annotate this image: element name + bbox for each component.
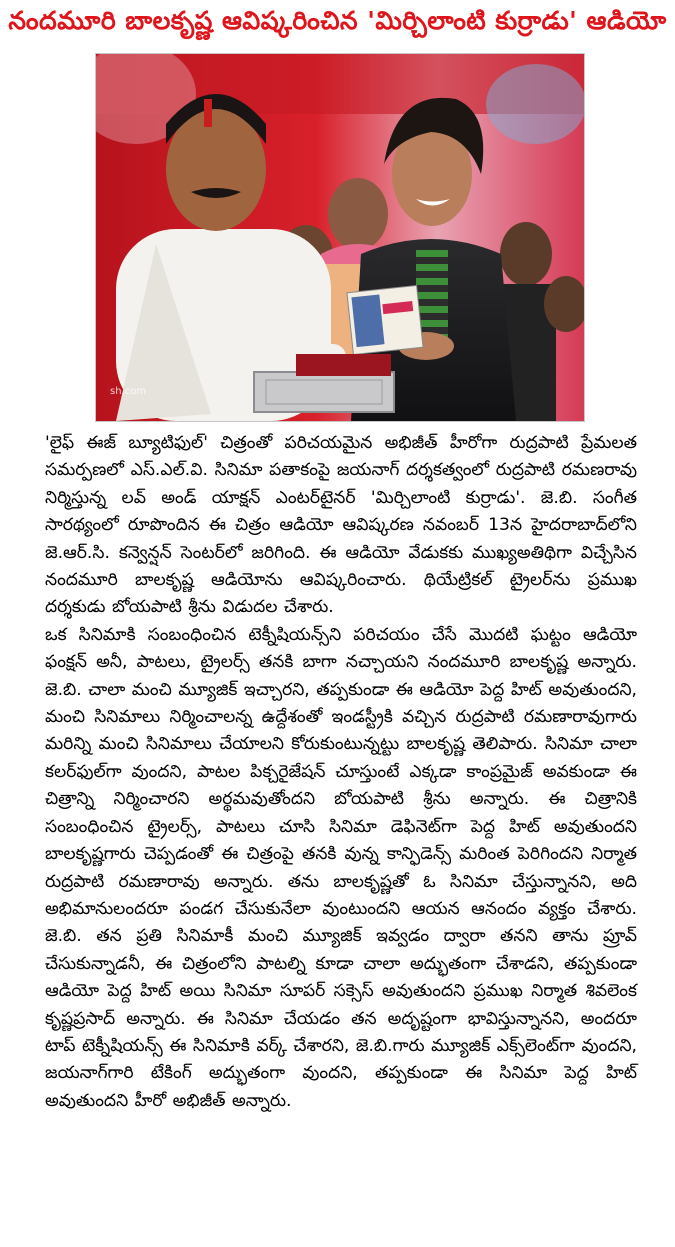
cd-cover (347, 286, 423, 355)
article-paragraph-1: 'లైఫ్ ఈజ్ బ్యూటిఫుల్' చిత్రంతో పరిచయమైన అభిజీత్ హీరోగా రుద్రపాటి ప్రేమలత సమర్పణలో ఎస్.ఎల్.వి. సినిమా పతాకంపై జయనాగ్ దర్శకత్వంలో రుద్రపాటి రమణరావు నిర్మిస్తున్న లవ్ అండ్ యాక్షన్ ఎంటర్‌టైనర్ 'మిర్చిలాంటి కుర్రాడు'. జె.బి. సంగీత సారథ్యంలో రూపొందిన ఈ చిత్రం ఆడియో ఆవిష్కరణ నవంబర్ 13న హైదరాబాద్‌లోని జె.ఆర్.సి. కన్వెన్షన్ సెంటర్‌లో జరిగింది. ఈ ఆడియో వేడుకకు ముఖ్యఅతిథిగా విచ్చేసిన నందమూరి బాలకృష్ణ ఆడియోను ఆవిష్కరించారు. థియేట్రికల్ ట్రైలర్‌ను ప్రముఖ దర్శకుడు బోయపాటి శ్రీను విడుదల చేశారు. (45, 433, 637, 618)
silver-box (254, 372, 394, 412)
watermark: sh.com (110, 386, 147, 397)
event-photo (95, 53, 585, 422)
article-body (45, 430, 637, 1115)
headline: నందమూరి బాలకృష్ణ ఆవిష్కరించిన 'మిర్చిలాంటి కుర్రాడు' ఆడియో (8, 6, 667, 35)
article-paragraph-2: ఒక సినిమాకి సంబంధించిన టెక్నీషియన్స్‌ని పరిచయం చేసే మొదటి ఘట్టం ఆడియో ఫంక్షన్ అనీ, పాటలు, ట్రైలర్స్ తనకి బాగా నచ్చాయని నందమూరి బాలకృష్ణ అన్నారు. జె.బి. చాలా మంచి మ్యూజిక్ ఇచ్చారని, తప్పకుండా ఈ ఆడియో పెద్ద హిట్ అవుతుందని, మంచి సినిమాలు నిర్మించాలన్న ఉద్దేశంతో ఇండస్ట్రీకి వచ్చిన రుద్రపాటి రమణారావుగారు మరిన్ని మంచి సినిమాలు చేయాలని కోరుకుంటున్నట్టు బాలకృష్ణ తెలిపారు. సినిమా చాలా కలర్‌ఫుల్‌గా వుందని, పాటల పిక్చరైజేషన్ చూస్తుంటే ఎక్కడా కాంప్రమైజ్ అవకుండా ఈ చిత్రాన్ని నిర్మించారని అర్థమవుతోందని బోయపాటి శ్రీను అన్నారు. ఈ చిత్రానికి సంబంధించిన ట్రైలర్స్, పాటలు చూసి సినిమా డెఫినెట్‌గా పెద్ద హిట్ అవుతుందని బాలకృష్ణగారు చెప్పడంతో ఈ చిత్రంపై తనకి వున్న కాన్ఫిడెన్స్ మరింత పెరిగిందని నిర్మాత రుద్రపాటి రమణారావు అన్నారు. తను బాలకృష్ణతో ఓ సినిమా చేస్తున్నానని, అది అభిమానులందరూ పండగ చేసుకునేలా వుంటుందని ఆయన ఆనందం వ్యక్తం చేశారు. జె.బి. తన ప్రతి సినిమాకీ మంచి మ్యూజిక్ ఇవ్వడం ద్వారా తనని తాను ప్రూవ్ చేసుకున్నాడనీ, ఈ చిత్రంలోని పాటల్ని కూడా చాలా అద్భుతంగా చేశాడని, తప్పకుండా ఆడియో పెద్ద హిట్ అయి సినిమా సూపర్ సక్సెస్ అవుతుందని ప్రముఖ నిర్మాత శివలెంక కృష్ణప్రసాద్ అన్నారు. ఈ సినిమా చేయడం తన అదృష్టంగా భావిస్తున్నానని, అందరూ టాప్ టెక్నీషియన్స్ ఈ సినిమాకి వర్క్ చేశారని, జె.బి.గారు మ్యూజిక్ ఎక్స్‌లెంట్‌గా వుందని, జయనాగ్‌గారి టేకింగ్ అద్భుతంగా వుందని, తప్పకుండా ఈ సినిమా పెద్ద హిట్ అవుతుందని హీరో అభిజీత్ అన్నారు. (45, 624, 637, 1111)
audio-launch-photo (96, 54, 584, 421)
background-woman (328, 178, 388, 250)
